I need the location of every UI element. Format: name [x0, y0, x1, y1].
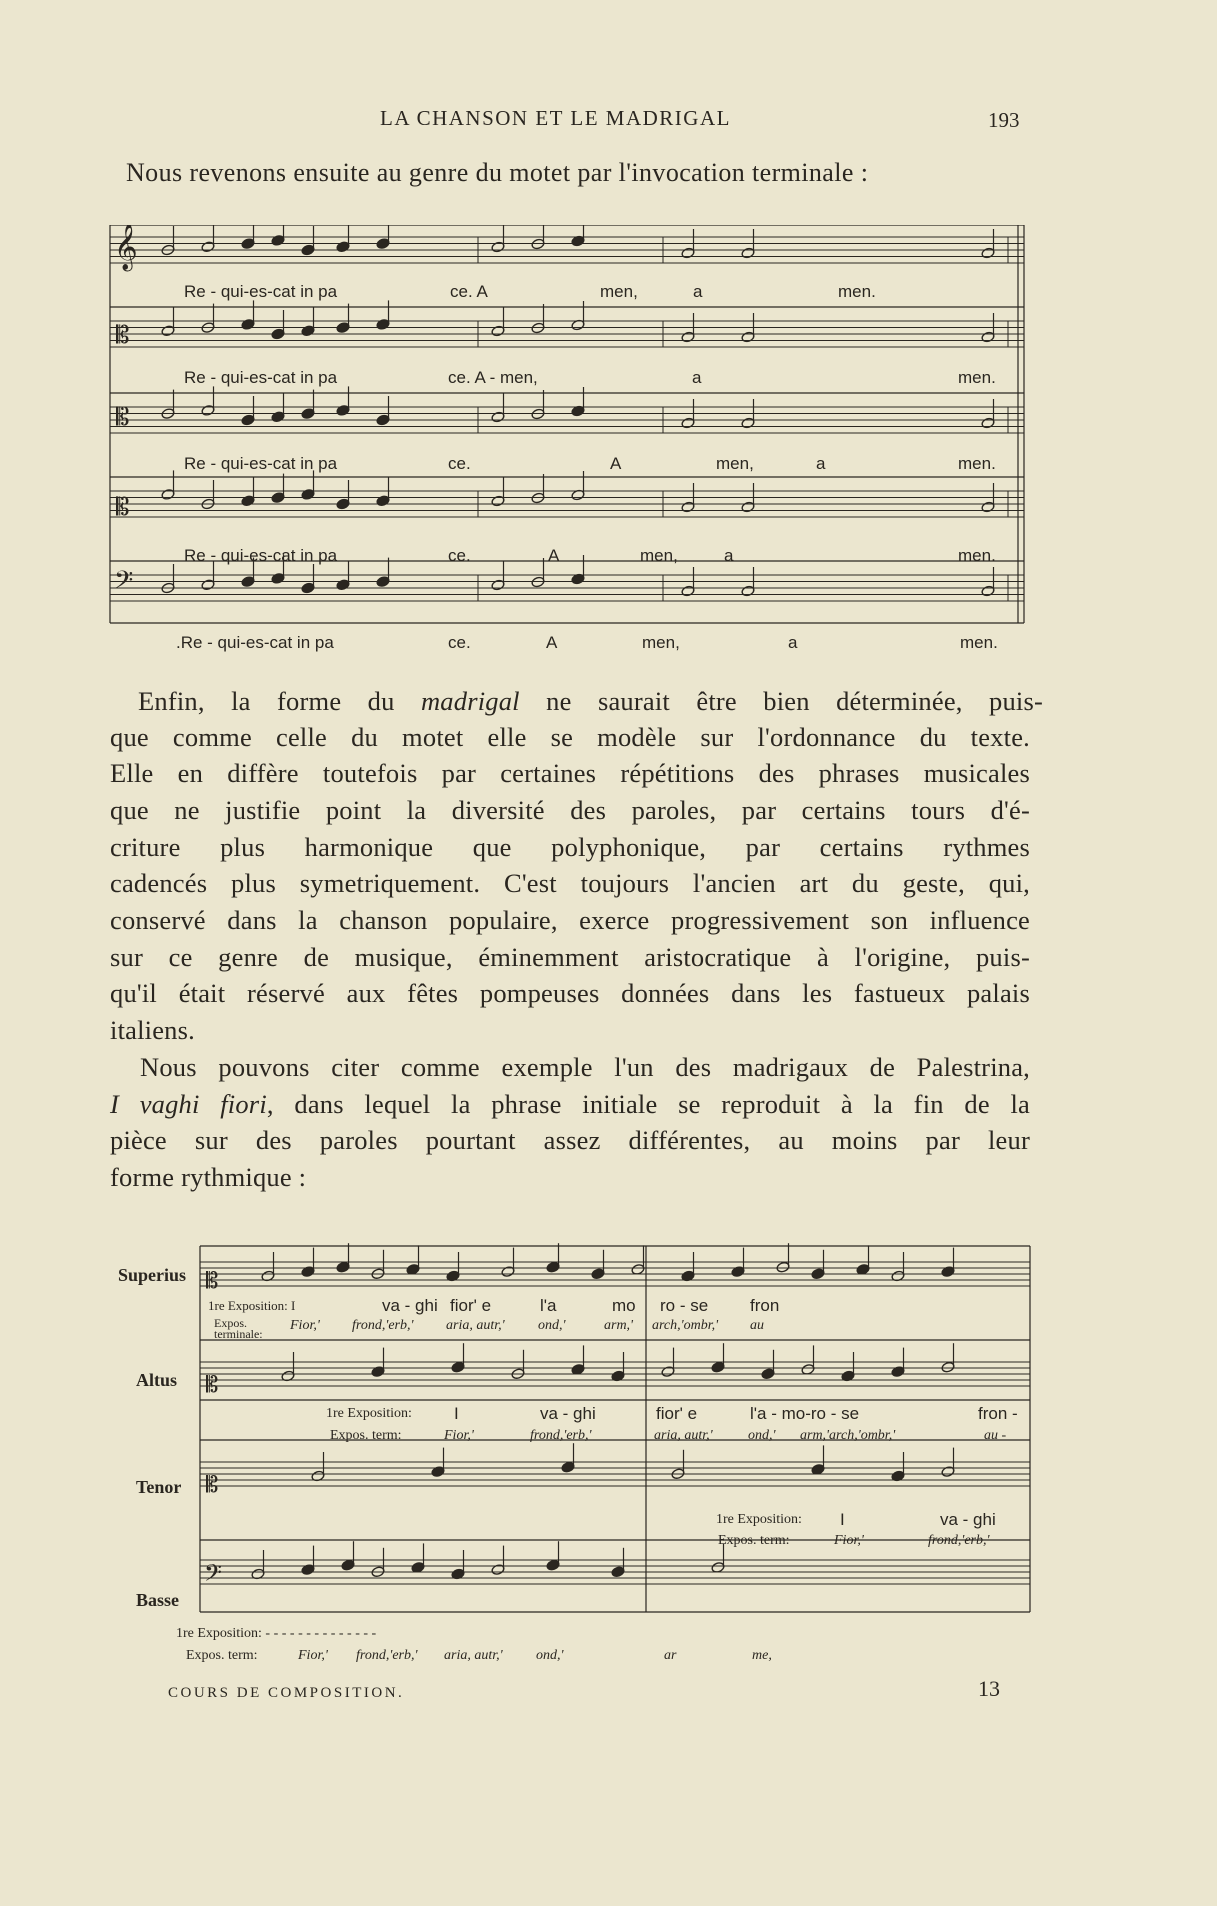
- lyric: mo: [612, 1296, 636, 1315]
- lyric: au -: [984, 1428, 1007, 1443]
- lyric: men,: [642, 633, 680, 652]
- lyric: ond,': [748, 1428, 776, 1443]
- text-line: I vaghi fiori, dans lequel la phrase initiale se reproduit à la fin de la: [110, 1089, 1030, 1119]
- lyric: .Re - qui-es-cat in pa: [176, 633, 334, 652]
- lyric: a: [724, 546, 734, 565]
- page-number: 193: [988, 108, 1020, 132]
- lyric: ar: [664, 1648, 677, 1663]
- lyric: fron -: [978, 1404, 1018, 1423]
- lyric: ond,': [538, 1318, 566, 1333]
- voice-label-superius: Superius: [118, 1265, 187, 1285]
- c-clef-icon: 𝄡: [206, 1473, 219, 1498]
- footer-title: COURS DE COMPOSITION.: [168, 1685, 405, 1701]
- lyric: aria, autr,': [654, 1428, 713, 1443]
- lyric: ce. A - men,: [448, 368, 538, 387]
- lyric: ce.: [448, 454, 471, 473]
- running-header: LA CHANSON ET LE MADRIGAL: [380, 106, 731, 130]
- lyric: I: [454, 1404, 459, 1423]
- lyric: men.: [958, 368, 996, 387]
- bass-clef-icon: 𝄢: [204, 1559, 223, 1592]
- lyric: men.: [958, 454, 996, 473]
- lyric: arch,'ombr,': [652, 1318, 719, 1333]
- lyric: Re - qui-es-cat in pa: [184, 546, 338, 565]
- lyric: ond,': [536, 1648, 564, 1663]
- lyric: Fior,': [290, 1318, 320, 1333]
- c-clef-icon: 𝄡: [206, 1373, 219, 1398]
- text-line: que comme celle du motet elle se modèle sur l'ordonnance du texte.: [110, 722, 1030, 752]
- voice-label-tenor: Tenor: [136, 1477, 182, 1497]
- lyric: Expos. term:: [186, 1648, 258, 1663]
- lyric: A: [548, 546, 560, 565]
- text-line: que ne justifie point la diversité des paroles, par certains tours d'é-: [110, 795, 1030, 825]
- bass-clef-icon: 𝄢: [114, 566, 134, 601]
- lyric: a: [693, 282, 703, 301]
- text-line: cadencés plus symetriquement. C'est toujours l'ancien art du geste, qui,: [110, 868, 1030, 898]
- lyric: Fior,': [834, 1533, 864, 1548]
- text-line: criture plus harmonique que polyphonique, par certains rythmes: [110, 832, 1030, 862]
- lyric: Re - qui-es-cat in pa: [184, 282, 338, 301]
- lyric: l'a - mo-ro - se: [750, 1404, 860, 1423]
- text-line: Elle en diffère toutefois par certaines répétitions des phrases musicales: [110, 758, 1030, 788]
- lyric: men.: [960, 633, 998, 652]
- lyric: ro - se: [660, 1296, 709, 1315]
- lyric: arm,'arch,'ombr,': [800, 1428, 896, 1443]
- lyric: l'a: [540, 1296, 557, 1315]
- text-line: forme rythmique :: [110, 1162, 307, 1192]
- lyric: I: [840, 1510, 845, 1529]
- lyric: fron: [750, 1296, 780, 1315]
- lyric: va - ghi: [940, 1510, 996, 1529]
- lyric: 1re Exposition: I: [208, 1298, 296, 1313]
- lyric: Re - qui-es-cat in pa: [184, 454, 338, 473]
- treble-clef-icon: 𝄞: [114, 225, 138, 270]
- lyric: men.: [838, 282, 876, 301]
- text-line: Enfin, la forme du madrigal ne saurait être bien déterminée, puis-: [138, 686, 1044, 716]
- lyric: men,: [600, 282, 638, 301]
- lyric: A: [610, 454, 622, 473]
- lyric: me,: [752, 1648, 772, 1663]
- lyric: a: [692, 368, 702, 387]
- lyric: 1re Exposition:: [716, 1512, 802, 1527]
- footer-signature: 13: [978, 1676, 1000, 1701]
- text-line: qu'il était réservé aux fêtes pompeuses données dans les fastueux palais: [110, 978, 1030, 1008]
- intro-line: Nous revenons ensuite au genre du motet par l'invocation terminale :: [126, 158, 869, 187]
- lyric: va - ghi: [540, 1404, 596, 1423]
- voice-label-basse: Basse: [136, 1590, 180, 1610]
- lyric: aria, autr,': [446, 1318, 505, 1333]
- text-line: Nous pouvons citer comme exemple l'un des madrigaux de Palestrina,: [140, 1052, 1030, 1082]
- lyric: Expos. term:: [330, 1428, 402, 1443]
- lyric: arm,': [604, 1318, 634, 1333]
- lyric: a: [816, 454, 826, 473]
- text-line: italiens.: [110, 1015, 195, 1045]
- lyric: ce.: [448, 633, 471, 652]
- c-clef-icon: 𝄡: [116, 403, 130, 431]
- lyric: Re - qui-es-cat in pa: [184, 368, 338, 387]
- text-line: conservé dans la chanson populaire, exerce progressivement son influence: [110, 905, 1030, 935]
- lyric: frond,'erb,': [356, 1648, 418, 1663]
- lyric: Fior,': [298, 1648, 328, 1663]
- lyric: frond,'erb,': [352, 1318, 414, 1333]
- lyric: Expos. terminale:: [214, 1316, 263, 1341]
- lyric: au: [750, 1318, 764, 1333]
- voice-label-altus: Altus: [136, 1370, 178, 1390]
- c-clef-icon: 𝄡: [116, 493, 130, 521]
- c-clef-icon: 𝄡: [206, 1269, 219, 1294]
- lyric: men,: [640, 546, 678, 565]
- text-line: pièce sur des paroles pourtant assez différentes, au moins par leur: [110, 1125, 1030, 1155]
- lyric: fior' e: [450, 1296, 492, 1315]
- text-line: sur ce genre de musique, éminemment aristocratique à l'origine, puis-: [110, 942, 1030, 972]
- lyric: men,: [716, 454, 754, 473]
- lyric: Expos. term:: [718, 1533, 790, 1548]
- lyric: 1re Exposition: - - - - - - - - - - - - - -: [176, 1626, 377, 1641]
- lyric: frond,'erb,': [530, 1428, 592, 1443]
- lyric: ce. A: [450, 282, 488, 301]
- lyric: A: [546, 633, 558, 652]
- lyric: men.: [958, 546, 996, 565]
- lyric: frond,'erb,': [928, 1533, 990, 1548]
- lyric: va - ghi: [382, 1296, 438, 1315]
- lyric: Fior,': [444, 1428, 474, 1443]
- lyric: a: [788, 633, 798, 652]
- c-clef-icon: 𝄡: [116, 321, 130, 349]
- lyric: 1re Exposition:: [326, 1406, 412, 1421]
- lyric: fior' e: [656, 1404, 698, 1423]
- lyric: ce.: [448, 546, 471, 565]
- lyric: aria, autr,': [444, 1648, 503, 1663]
